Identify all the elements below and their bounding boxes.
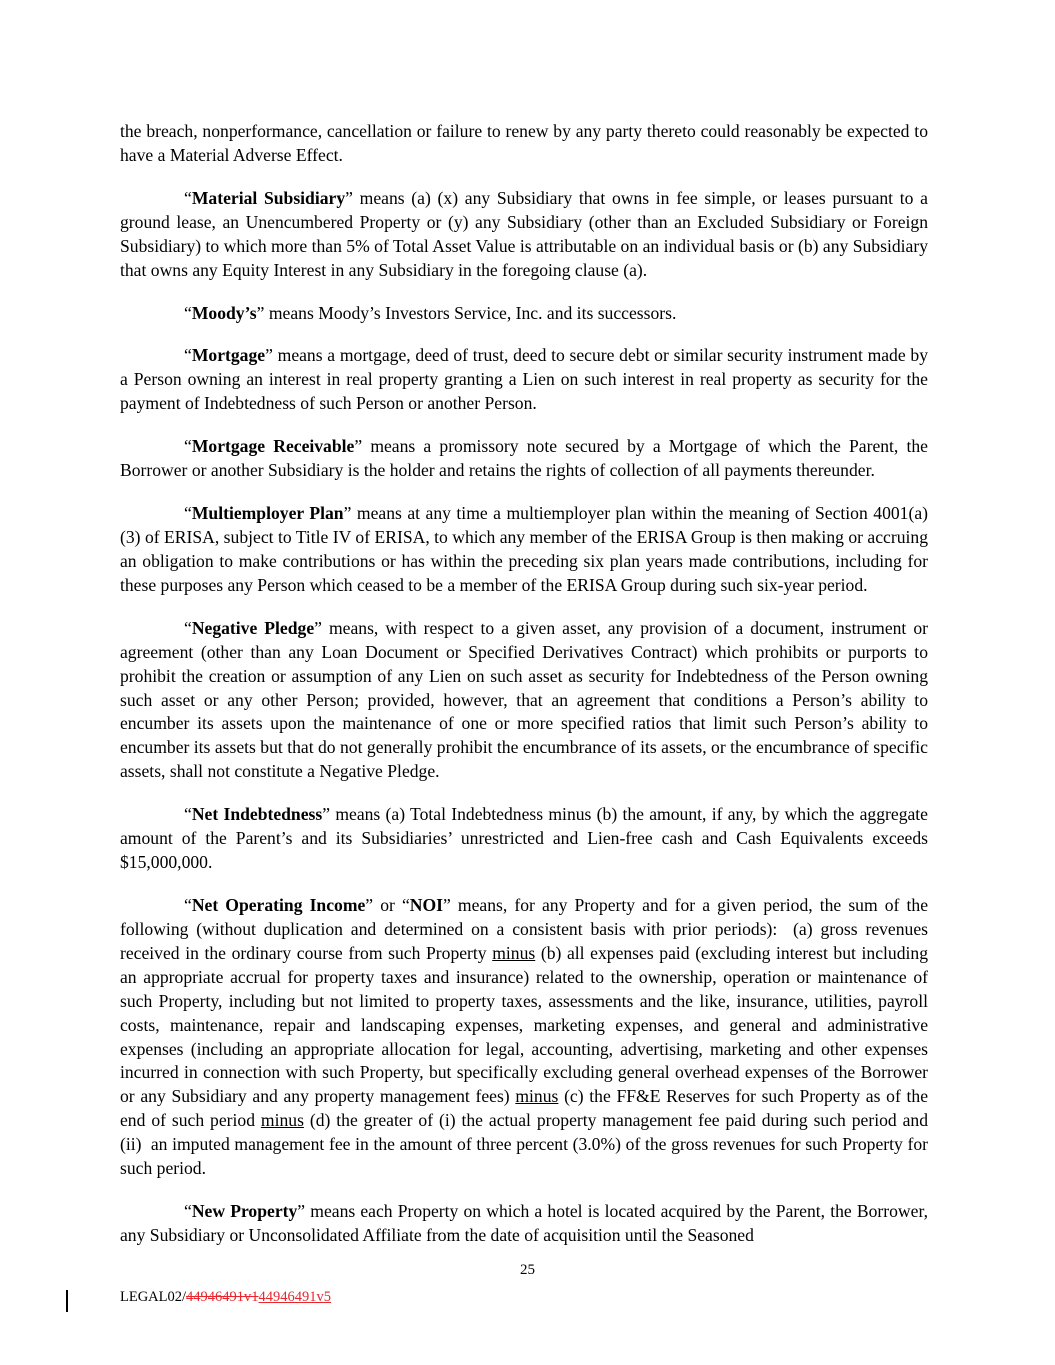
paragraph-net-indebtedness: “Net Indebtedness” means (a) Total Indebtedness minus (b) the amount, if any, by which the aggregate amount of the Parent’s and its Subsidiaries’ unrestricted and Lien-free cash and Cash Equivalents exceeds $15,000,000. xyxy=(120,804,928,873)
emphasis-minus-2: minus xyxy=(515,1086,559,1107)
page-footer xyxy=(0,1262,1055,1322)
defined-term-new-property: New Property xyxy=(191,1201,298,1222)
defined-term-mortgage: Mortgage xyxy=(191,345,266,366)
paragraph-multiemployer-plan: “Multiemployer Plan” means at any time a multiemployer plan within the meaning of Section 4001(a)(3) of ERISA, subject to Title IV of ERISA, to which any member of the ERISA Group is then making or accruing an obligation to make contributions or has within the preceding six plan years made contributions, including for these purposes any Person which ceased to be a member of the ERISA Group during such six-year period. xyxy=(120,503,928,595)
paragraph-net-operating-income: “Net Operating Income” or “NOI” means, for any Property and for a given period, the sum of the following (without duplication and determined on a consistent basis with prior periods): (a) gross revenues received in the ordinary course from such Property minus (b) all expenses paid (excluding interest but including an appropriate accrual for property taxes and insurance) related to the ownership, operation or maintenance of such Property, including but not limited to property taxes, assessments and the like, insurance, utilities, payroll costs, maintenance, repair and landscaping expenses, marketing expenses, and general and administrative expenses (including an appropriate allocation for legal, accounting, advertising, marketing and other expenses incurred in connection with such Property, but specifically excluding general overhead expenses of the Borrower or any Subsidiary and any property management fees) minus (c) the FF&E Reserves for such Property as of the end of such period minus (d) the greater of (i) the actual property management fee paid during such period and (ii) an imputed management fee in the amount of three percent (3.0%) of the gross revenues for such Property for such period. xyxy=(120,894,929,1179)
defined-term-negative-pledge: Negative Pledge xyxy=(191,617,315,638)
paragraph-material-subsidiary: “Material Subsidiary” means (a) (x) any Subsidiary that owns in fee simple, or leases pursuant to a ground lease, an Unencumbered Property or (y) any Subsidiary (other than an Excluded Subsidiary or Foreign Subsidiary) to which more than 5% of Total Asset Value is attributable on an individual basis or (b) any Subsidiary that owns any Equity Interest in any Subsidiary in the foregoing clause (a). xyxy=(120,187,928,280)
defined-term-noi: NOI xyxy=(409,894,444,915)
doc-id-inserted-version: 44946491v5 xyxy=(258,1289,332,1305)
page-number: 25 xyxy=(520,1262,535,1278)
paragraph-negative-pledge: “Negative Pledge” means, with respect to a given asset, any provision of a document, instrument or agreement (other than any Loan Document or Specified Derivatives Contract) which prohibits or purports to prohibit the creation or assumption of any Lien on such asset as security for Indebtedness of the Person owning such asset or any other Person; provided, however, that an agreement that conditions a Person’s ability to encumber its assets upon the maintenance of one or more specified ratios that limit such Person’s ability to encumber its assets but that do not generally prohibit the encumbrance of its assets, or the encumbrance of specific assets, shall not constitute a Negative Pledge. xyxy=(120,617,928,782)
emphasis-minus-1: minus xyxy=(492,942,536,963)
paragraph-mortgage: “Mortgage” means a mortgage, deed of trust, deed to secure debt or similar security instrument made by a Person owning an interest in real property granting a Lien on such interest in real property as security for the payment of Indebtedness of such Person or another Person. xyxy=(120,345,928,414)
paragraph-mortgage-receivable: “Mortgage Receivable” means a promissory note secured by a Mortgage of which the Parent, the Borrower or another Subsidiary is the holder and retains the rights of collection of all payments thereunder. xyxy=(120,436,928,481)
doc-id-deleted-version: 44946491v1 xyxy=(186,1289,259,1305)
defined-term-net-indebtedness: Net Indebtedness xyxy=(191,804,323,825)
document-body xyxy=(120,120,928,1248)
paragraph-new-property: “New Property” means each Property on which a hotel is located acquired by the Parent, the Borrower, any Subsidiary or Unconsolidated Affiliate from the date of acquisition until the Seasoned xyxy=(120,1201,928,1245)
paragraph-moodys: “Moody’s” means Moody’s Investors Service, Inc. and its successors. xyxy=(184,302,677,323)
revision-change-bar xyxy=(66,1290,68,1312)
defined-term-material-subsidiary: Material Subsidiary xyxy=(191,187,346,208)
defined-term-net-operating-income: Net Operating Income xyxy=(191,894,366,915)
defined-term-mortgage-receivable: Mortgage Receivable xyxy=(191,436,355,457)
paragraph-breach-continuation: the breach, nonperformance, cancellation or failure to renew by any party thereto could reasonably be expected to have a Material Adverse Effect. xyxy=(120,121,928,165)
document-id-footer xyxy=(120,1289,331,1306)
doc-id-prefix: LEGAL02/ xyxy=(120,1289,187,1305)
defined-term-moodys: Moody’s xyxy=(191,302,257,323)
defined-term-multiemployer-plan: Multiemployer Plan xyxy=(191,503,344,524)
emphasis-minus-3: minus xyxy=(260,1110,304,1131)
